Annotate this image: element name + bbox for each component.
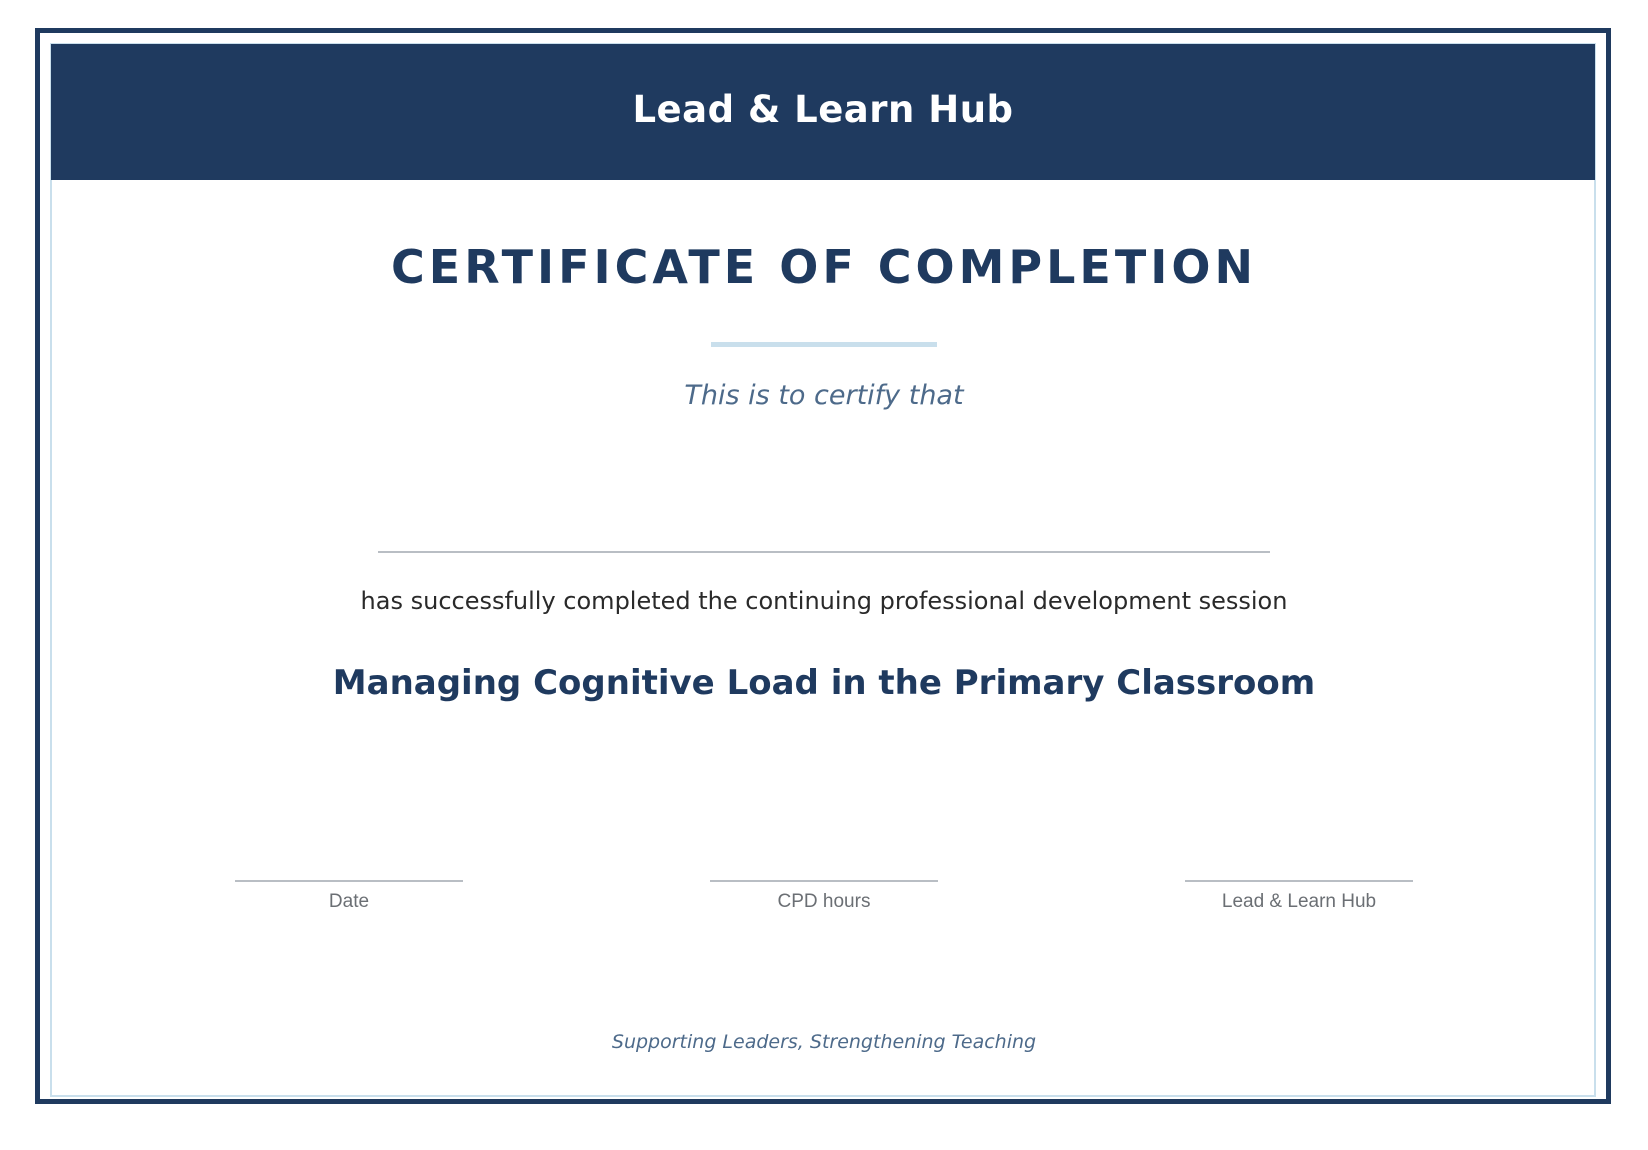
session-title: Managing Cognitive Load in the Primary Classroom [332, 663, 1316, 703]
date-label: Date [328, 891, 370, 912]
organization-signature-label: Lead & Learn Hub [1221, 891, 1377, 912]
cpd-hours-line [710, 880, 938, 882]
completion-statement: has successfully completed the continuing professional development session [360, 587, 1288, 615]
certificate-title: CERTIFICATE OF COMPLETION [391, 240, 1257, 294]
organization-signature-line [1185, 880, 1413, 882]
recipient-name-line [378, 551, 1270, 553]
date-signature-block [235, 880, 463, 913]
footer-tagline: Supporting Leaders, Strengthening Teaching [611, 1031, 1037, 1053]
organization-signature-block [1185, 880, 1413, 913]
cpd-hours-label: CPD hours [777, 891, 871, 912]
header-banner [51, 44, 1595, 180]
certify-statement: This is to certify that [684, 380, 964, 411]
cpd-hours-signature-block [710, 880, 938, 913]
title-divider [711, 342, 937, 347]
date-line [235, 880, 463, 882]
inner-border [50, 43, 1596, 1097]
organization-title: Lead & Learn Hub [632, 87, 1014, 131]
